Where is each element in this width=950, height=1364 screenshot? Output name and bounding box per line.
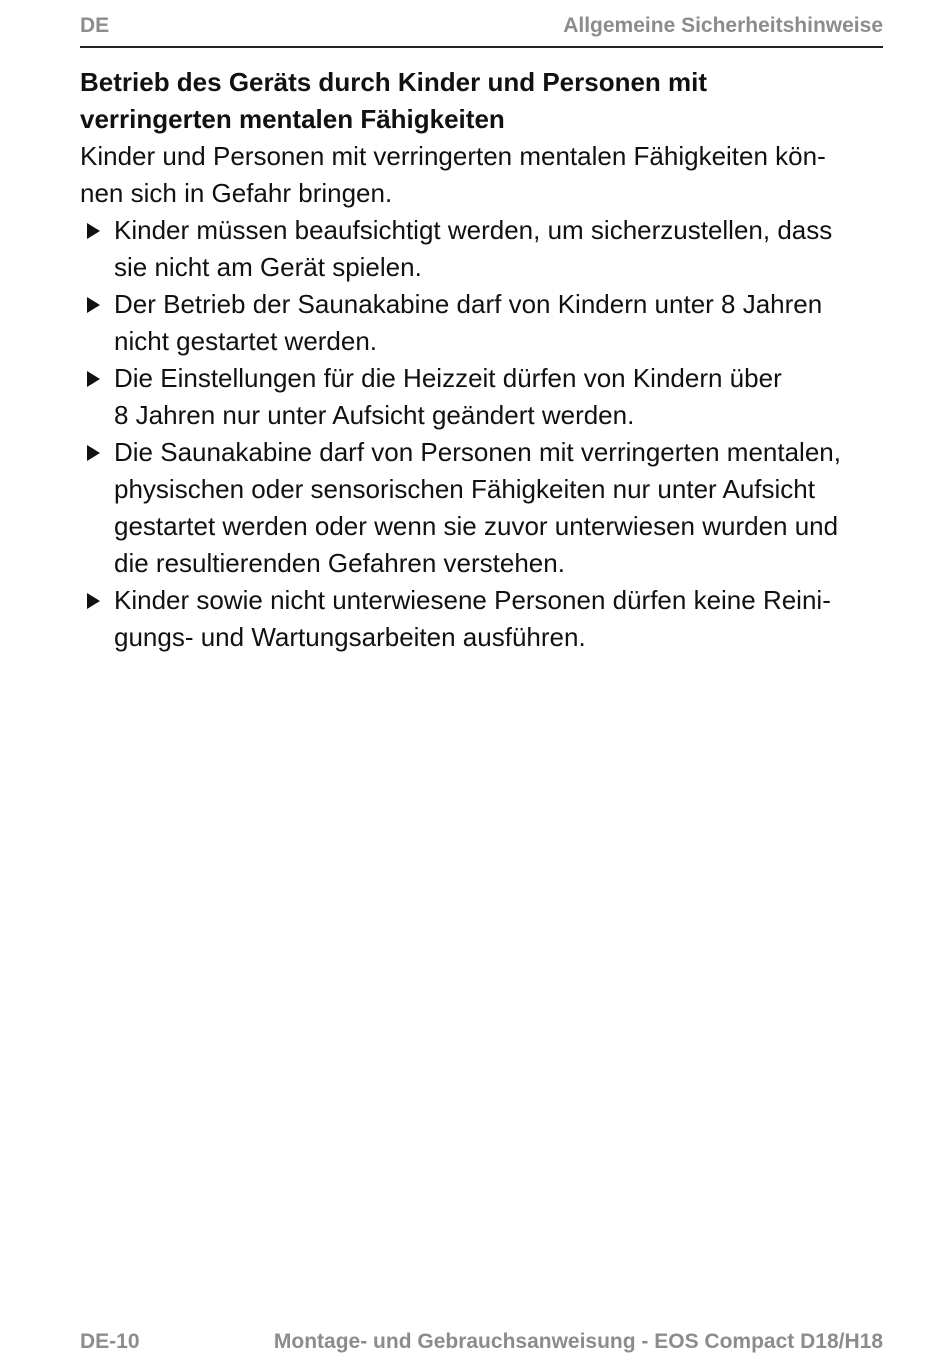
list-item: [80, 212, 885, 286]
list-item: [80, 582, 885, 656]
triangle-right-icon: [87, 445, 100, 461]
list-item-line: Der Betrieb der Saunakabine darf von Kindern unter 8 Jahren: [114, 289, 823, 319]
list-item-line: gungs- und Wartungsarbeiten ausführen.: [114, 622, 586, 652]
page-header: [80, 14, 883, 48]
list-item: [80, 286, 885, 360]
list-item-line: physischen oder sensorischen Fähigkeiten nur unter Aufsicht: [114, 474, 815, 504]
list-item-line: 8 Jahren nur unter Aufsicht geändert werden.: [114, 400, 635, 430]
intro-line: nen sich in Gefahr bringen.: [80, 178, 393, 208]
instruction-list: [80, 212, 885, 656]
section-heading: [80, 64, 885, 138]
intro-line: Kinder und Personen mit verringerten mentalen Fähigkeiten kön-: [80, 141, 826, 171]
list-item: [80, 434, 885, 582]
page-footer: [80, 1330, 883, 1360]
page-number: DE-10: [80, 1330, 140, 1353]
triangle-right-icon: [87, 297, 100, 313]
section-heading-line: verringerten mentalen Fähigkeiten: [80, 104, 505, 134]
page-content: [80, 64, 885, 656]
document-title: Montage- und Gebrauchsanweisung - EOS Compact D18/H18: [273, 1330, 883, 1353]
section-heading-line: Betrieb des Geräts durch Kinder und Personen mit: [80, 67, 708, 97]
list-item-line: nicht gestartet werden.: [114, 326, 378, 356]
list-item: [80, 360, 885, 434]
list-item-line: Kinder sowie nicht unterwiesene Personen dürfen keine Reini-: [114, 585, 831, 615]
header-language: DE: [80, 14, 110, 37]
list-item-line: Die Einstellungen für die Heizzeit dürfen von Kindern über: [114, 363, 782, 393]
header-section-title: Allgemeine Sicherheitshinweise: [563, 14, 883, 37]
list-item-line: sie nicht am Gerät spielen.: [114, 252, 422, 282]
list-item-line: Kinder müssen beaufsichtigt werden, um sicherzustellen, dass: [114, 215, 833, 245]
triangle-right-icon: [87, 371, 100, 387]
intro-paragraph: [80, 138, 885, 212]
triangle-right-icon: [87, 223, 100, 239]
list-item-line: die resultierenden Gefahren verstehen.: [114, 548, 565, 578]
list-item-line: Die Saunakabine darf von Personen mit verringerten mentalen,: [114, 437, 841, 467]
list-item-line: gestartet werden oder wenn sie zuvor unterwiesen wurden und: [114, 511, 839, 541]
triangle-right-icon: [87, 593, 100, 609]
